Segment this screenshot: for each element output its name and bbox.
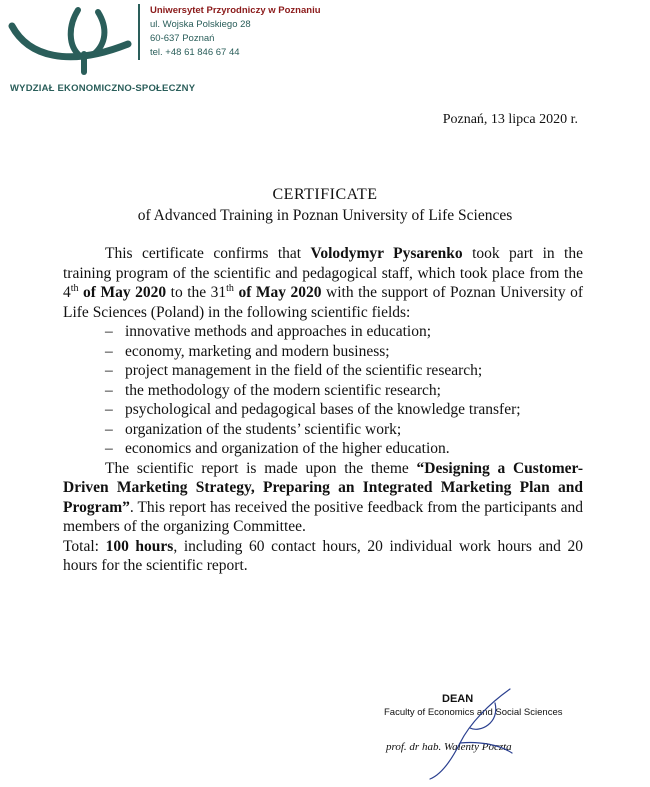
total-paragraph [63,537,583,576]
field-text: economy, marketing and modern business; [125,342,390,360]
certificate-subtitle: of Advanced Training in Poznan University of Life Sciences [137,207,513,224]
total-hours: 100 hours [105,537,174,555]
university-logo [8,6,138,76]
list-item [63,342,583,362]
address-city: 60-637 Poznań [150,33,215,44]
dash-bullet: – [105,323,113,340]
field-text: the methodology of the modern scientific research; [125,381,441,399]
ordinal-suffix-start: th [70,282,79,294]
field-text: project management in the field of the scientific research; [125,362,483,379]
address-street: ul. Wojska Polskiego 28 [150,19,251,30]
dash-bullet: – [105,420,113,438]
list-item [63,322,583,342]
dash-bullet: – [105,342,113,360]
dash-bullet: – [105,440,113,457]
dean-faculty: Faculty of Economics and Social Sciences [384,707,563,718]
dean-name: prof. dr hab. Walenty Poczta [386,741,512,753]
list-item [63,400,583,420]
report-text-1: The scientific report is made upon the theme [105,459,417,477]
field-text: economics and organization of the higher education. [125,440,450,457]
list-item [63,361,583,381]
field-text: innovative methods and approaches in education; [125,323,432,340]
dash-bullet: – [105,362,113,379]
field-text: psychological and pedagogical bases of the knowledge transfer; [125,401,521,418]
dash-bullet: – [105,401,113,418]
report-text-2: . This report has received the positive feedback from the participants and members of the organizing Committee. [63,498,583,535]
list-item [63,439,583,459]
start-date: of May 2020 [78,284,167,301]
participant-name: Volodymyr Pysarenko [310,245,463,262]
handwritten-signature [400,683,530,783]
dash-bullet: – [105,381,113,399]
place-date: Poznań, 13 lipca 2020 r. [442,112,578,127]
total-text: , including 60 contact hours, 20 individual work hours and 20 hours for the scientific report. [63,537,584,574]
faculty-name: WYDZIAŁ EKONOMICZNO-SPOŁECZNY [10,83,196,94]
university-address [150,4,321,60]
intro-text-2: took part in the training program of the scientific and pedagogical staff, which took place from the 4 [63,245,583,301]
intro-text-1: This certificate confirms that [105,245,311,262]
certificate-title: CERTIFICATE [272,186,378,203]
ordinal-suffix-end: th [226,282,234,294]
intro-text-4: with the support of Poznan University of Life Sciences (Poland) in the following scientific fields: [63,284,584,321]
intro-paragraph [63,244,583,322]
header-divider [138,4,140,60]
university-name: Uniwersytet Przyrodniczy w Poznaniu [150,5,321,16]
total-label: Total: [63,537,106,555]
certificate-body [63,244,583,576]
intro-text-3: to the 31 [166,284,227,301]
end-date: of May 2020 [233,284,322,301]
dean-title: DEAN [442,693,474,705]
field-text: organization of the students’ scientific work; [125,420,402,438]
address-phone: tel. +48 61 846 67 44 [150,47,240,58]
report-theme: “Designing a Customer-Driven Marketing Strategy, Preparing an Integrated Marketing Plan and Program” [63,459,583,516]
list-item [63,420,583,440]
fields-list [63,322,583,459]
report-paragraph [63,459,583,537]
list-item [63,381,583,401]
